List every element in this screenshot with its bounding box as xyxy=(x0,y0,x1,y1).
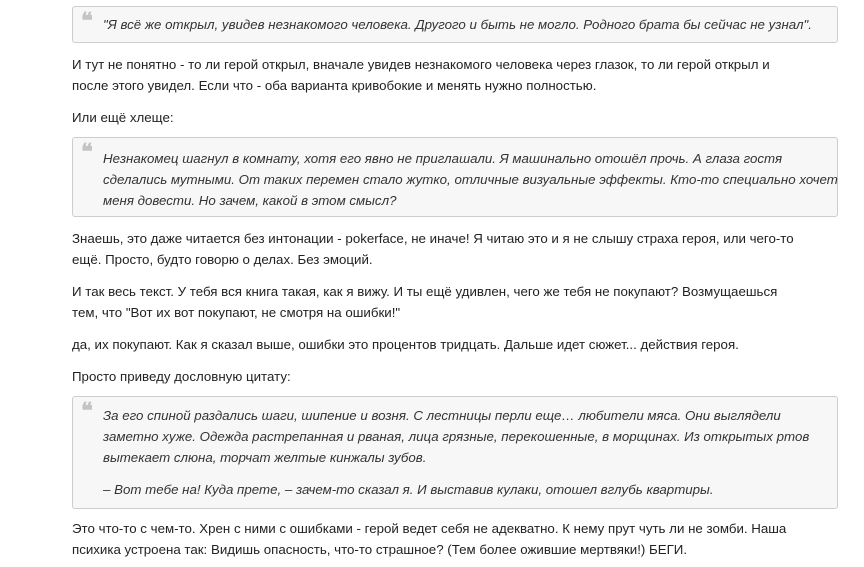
quote-line: Незнакомец шагнул в комнату, хотя его явно не приглашали. Я машинально отошёл прочь. А глаза гостя xyxy=(103,151,783,166)
paragraph xyxy=(72,54,842,96)
quote-mark-icon: ❝ xyxy=(81,8,93,34)
paragraph-line: тем, что "Вот их вот покупают, не смотря на ошибки!" xyxy=(72,305,401,320)
paragraph-line: Знаешь, это даже читается без интонации - pokerface, не иначе! Я читаю это и я не слышу страха героя, или чего-то xyxy=(72,231,794,246)
quote-mark-icon: ❝ xyxy=(81,398,93,424)
paragraph xyxy=(72,366,842,387)
paragraph xyxy=(72,518,842,560)
quote-line: вытекает слюна, торчат желтые кинжалы зубов. xyxy=(103,450,427,465)
blockquote xyxy=(72,137,838,217)
quote-line: За его спиной раздались шаги, шипение и возня. С лестницы перли еще… любители мяса. Они выглядели xyxy=(103,408,781,423)
quote-mark-icon: ❝ xyxy=(81,139,93,165)
paragraph-line: Просто приведу дословную цитату: xyxy=(72,369,291,384)
quote-line: заметно хуже. Одежда растрепанная и рваная, лица грязные, перекошенные, в морщинах. Из открытых ртов xyxy=(103,429,810,444)
quote-dialogue-line: – Вот тебе на! Куда прете, – зачем-то сказал я. И выставив кулаки, отошел вглубь квартиры. xyxy=(103,482,714,497)
paragraph-line: психика устроена так: Видишь опасность, что-то страшное? (Тем более ожившие мертвяки!) БЕГИ. xyxy=(72,542,688,557)
paragraph-line: Или ещё хлеще: xyxy=(72,110,174,125)
blockquote xyxy=(72,6,838,43)
paragraph xyxy=(72,334,842,355)
paragraph-line: ещё. Просто, будто говорю о делах. Без эмоций. xyxy=(72,252,373,267)
paragraph xyxy=(72,228,842,270)
quote-line: сделались мутными. От таких перемен стало жутко, отличные визуальные эффекты. Кто-то специально хочет xyxy=(103,172,838,187)
paragraph-line: И так весь текст. У тебя вся книга такая, как я вижу. И ты ещё удивлен, чего же тебя не покупают? Возмущаешься xyxy=(72,284,778,299)
paragraph xyxy=(72,281,842,323)
paragraph-line: И тут не понятно - то ли герой открыл, вначале увидев незнакомого человека через глазок, то ли герой открыл и xyxy=(72,57,770,72)
blockquote xyxy=(72,396,838,509)
paragraph-line: после этого увидел. Если что - оба варианта кривобокие и менять нужно полностью. xyxy=(72,78,597,93)
quote-line: меня довести. Но зачем, какой в этом смысл? xyxy=(103,193,397,208)
paragraph-line: Это что-то с чем-то. Хрен с ними с ошибками - герой ведет себя не адекватно. К нему прут чуть ли не зомби. Наша xyxy=(72,521,787,536)
quote-line: "Я всё же открыл, увидев незнакомого человека. Другого и быть не могло. Родного брата бы сейчас не узнал". xyxy=(103,17,812,32)
paragraph-line: да, их покупают. Как я сказал выше, ошибки это процентов тридцать. Дальше идет сюжет... действия героя. xyxy=(72,337,739,352)
paragraph xyxy=(72,107,842,128)
